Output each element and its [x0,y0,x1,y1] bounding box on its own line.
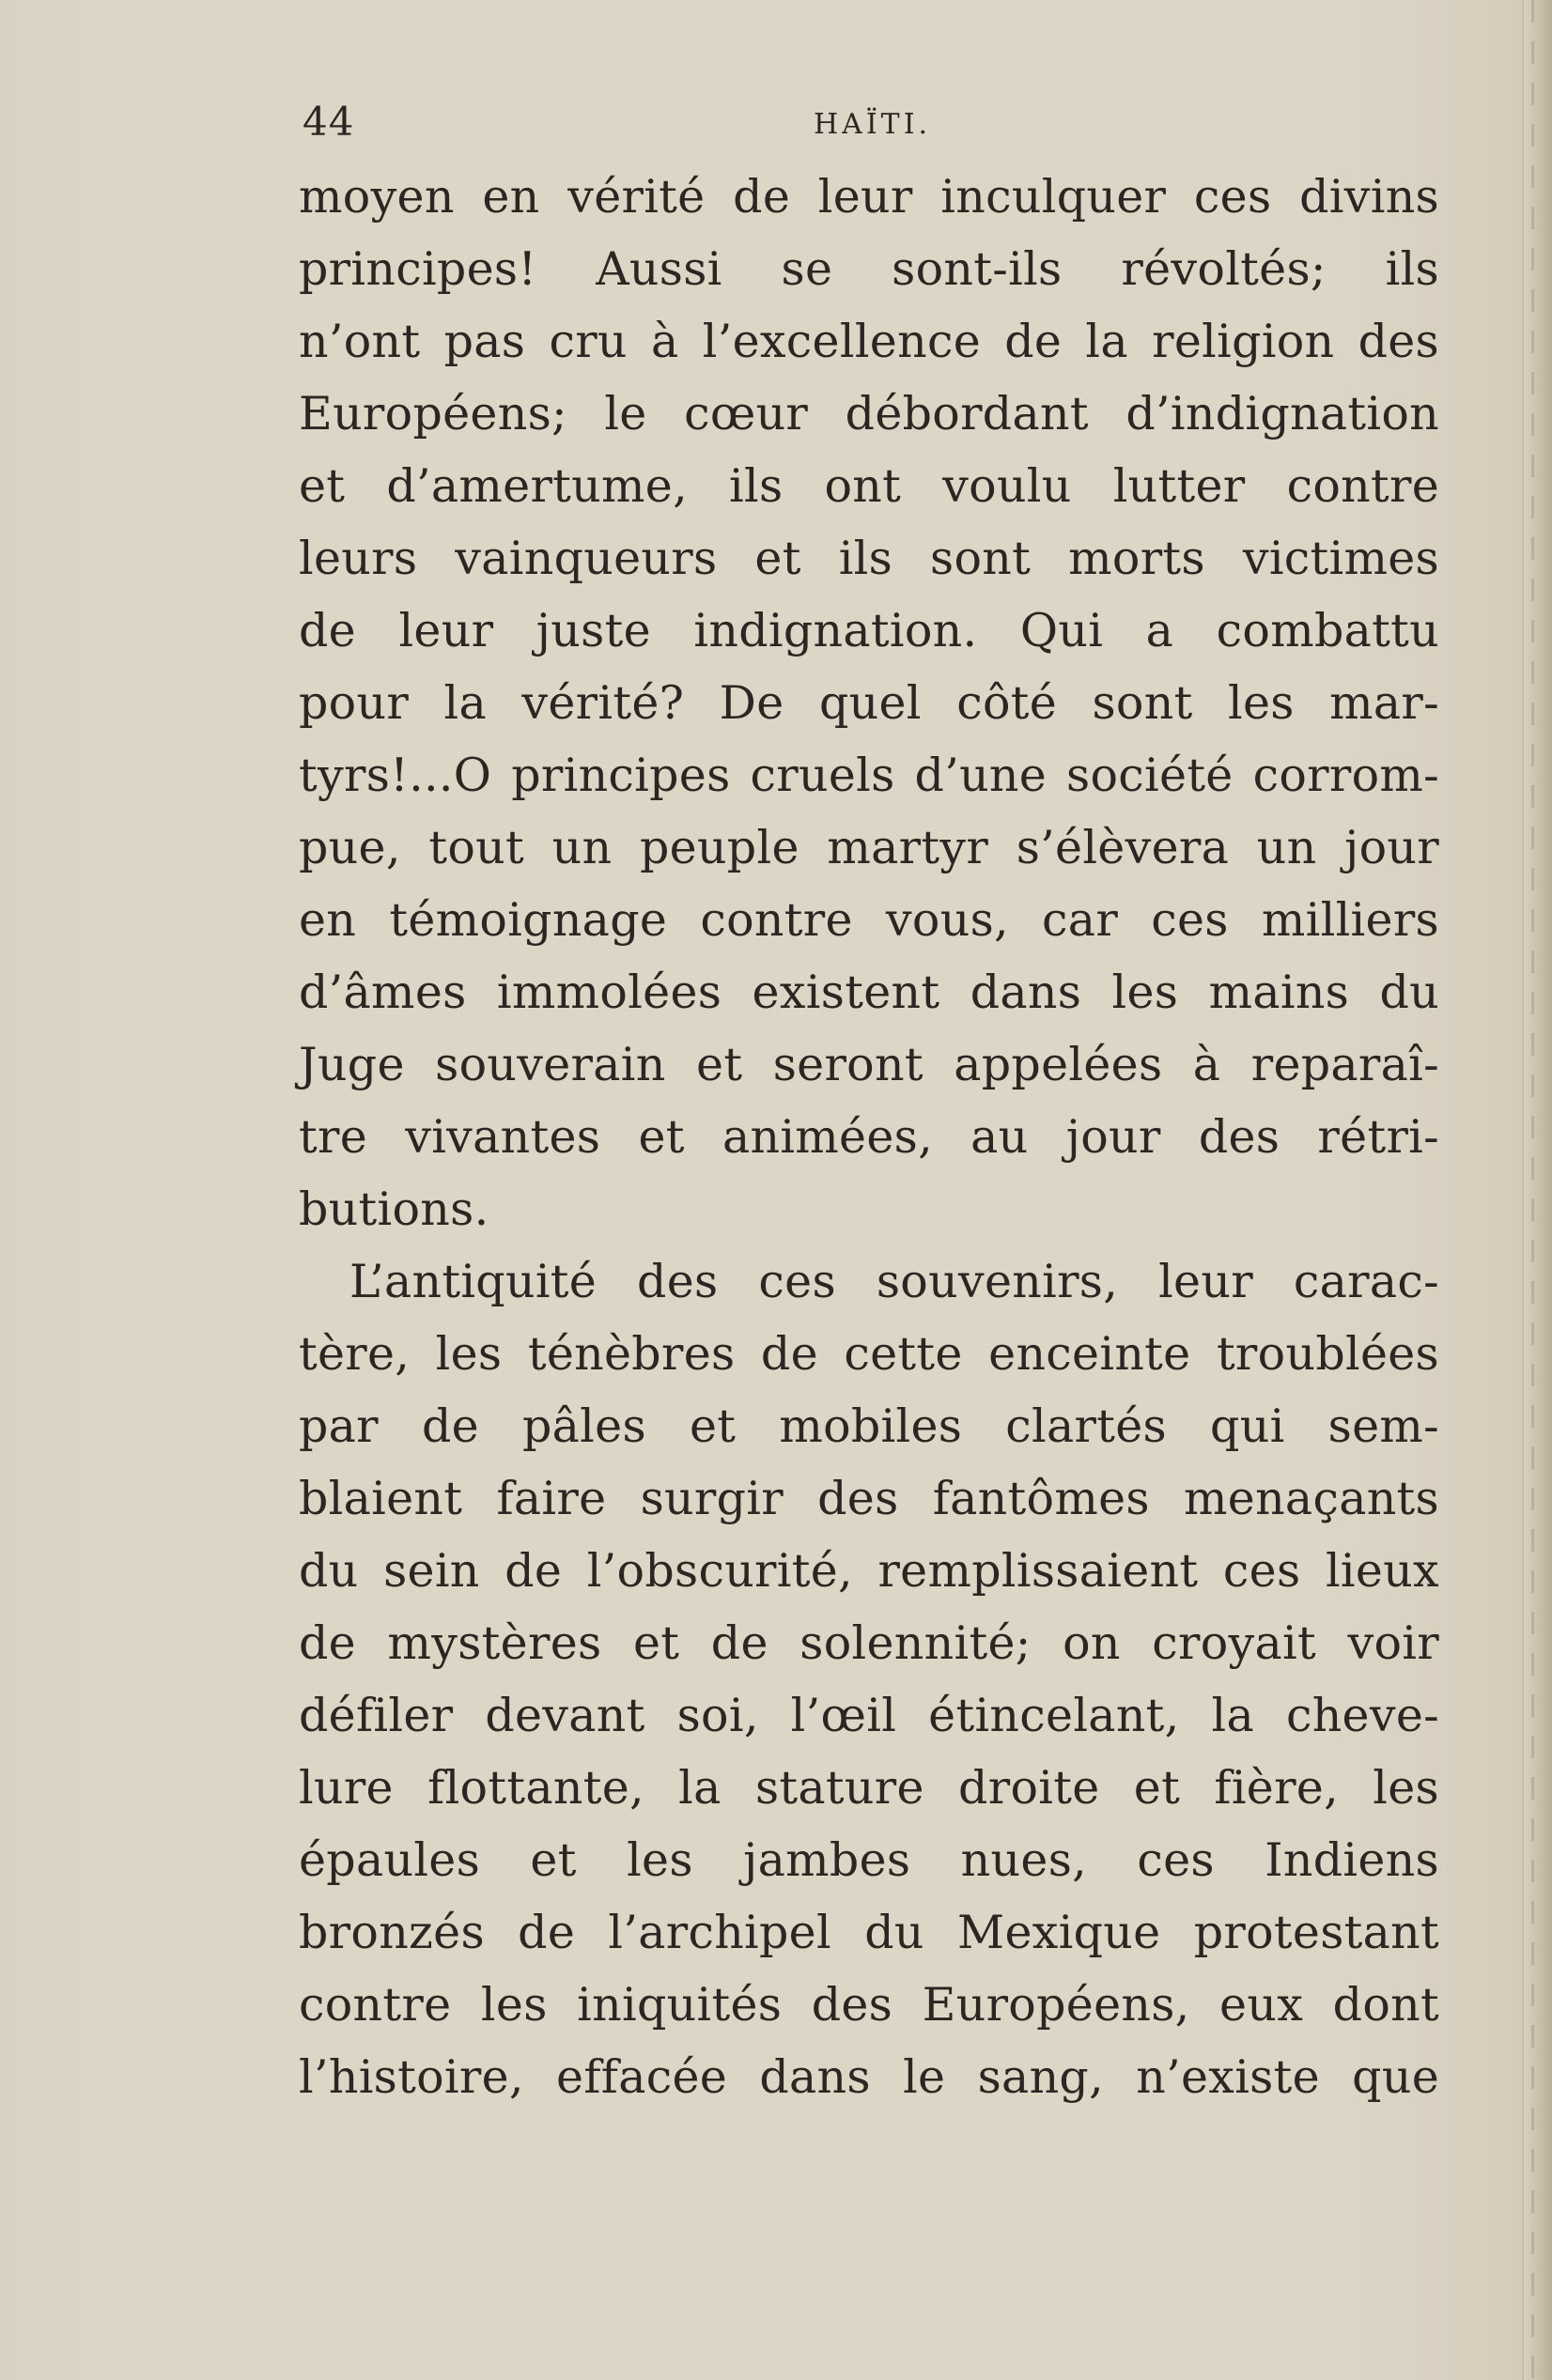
text-line: par de pâles et mobiles clartés qui sem- [299,1399,1439,1453]
text-line: en témoignage contre vous, car ces milliers [299,893,1439,947]
text-line: L’antiquité des ces souvenirs, leur carac- [349,1255,1439,1308]
text-line: d’âmes immolées existent dans les mains du [299,966,1439,1019]
text-line: leurs vainqueurs et ils sont morts victimes [299,532,1439,585]
text-line: épaules et les jambes nues, ces Indiens [299,1833,1439,1887]
page-edge [1522,0,1552,2380]
text-line: Européens; le cœur débordant d’indignation [299,387,1439,440]
page-header [299,94,1436,150]
text-line: n’ont pas cru à l’excellence de la religion des [299,315,1439,368]
page-number: 44 [303,99,355,145]
text-line: Juge souverain et seront appelées à reparaî- [299,1038,1439,1091]
text-line: l’histoire, effacée dans le sang, n’existe que [299,2050,1439,2104]
text-line: pour la vérité? De quel côté sont les mar- [299,676,1439,730]
body-text [299,161,1439,2113]
text-line: tre vivantes et animées, au jour des rétri- [299,1110,1439,1164]
text-line: pue, tout un peuple martyr s’élèvera un jour [299,821,1439,874]
text-line: butions. [299,1182,489,1236]
text-line: du sein de l’obscurité, remplissaient ces lieux [299,1544,1439,1598]
text-line: bronzés de l’archipel du Mexique protestant [299,1906,1439,1959]
text-line: de mystères et de solennité; on croyait voir [299,1616,1439,1670]
text-line: défiler devant soi, l’œil étincelant, la cheve- [299,1689,1439,1742]
text-line: de leur juste indignation. Qui a combattu [299,604,1439,657]
text-line: moyen en vérité de leur inculquer ces divins [299,170,1439,224]
text-line: principes! Aussi se sont-ils révoltés; ils [299,242,1439,296]
text-line: blaient faire surgir des fantômes menaçants [299,1472,1439,1525]
running-head: HAÏTI. [814,108,932,141]
text-line: et d’amertume, ils ont voulu lutter contre [299,459,1439,513]
text-line: contre les iniquités des Européens, eux dont [299,1978,1439,2032]
text-line: tère, les ténèbres de cette enceinte troublées [299,1327,1439,1381]
text-line: tyrs!...O principes cruels d’une société corrom- [299,749,1439,802]
text-line: lure flottante, la stature droite et fière, les [299,1761,1439,1815]
